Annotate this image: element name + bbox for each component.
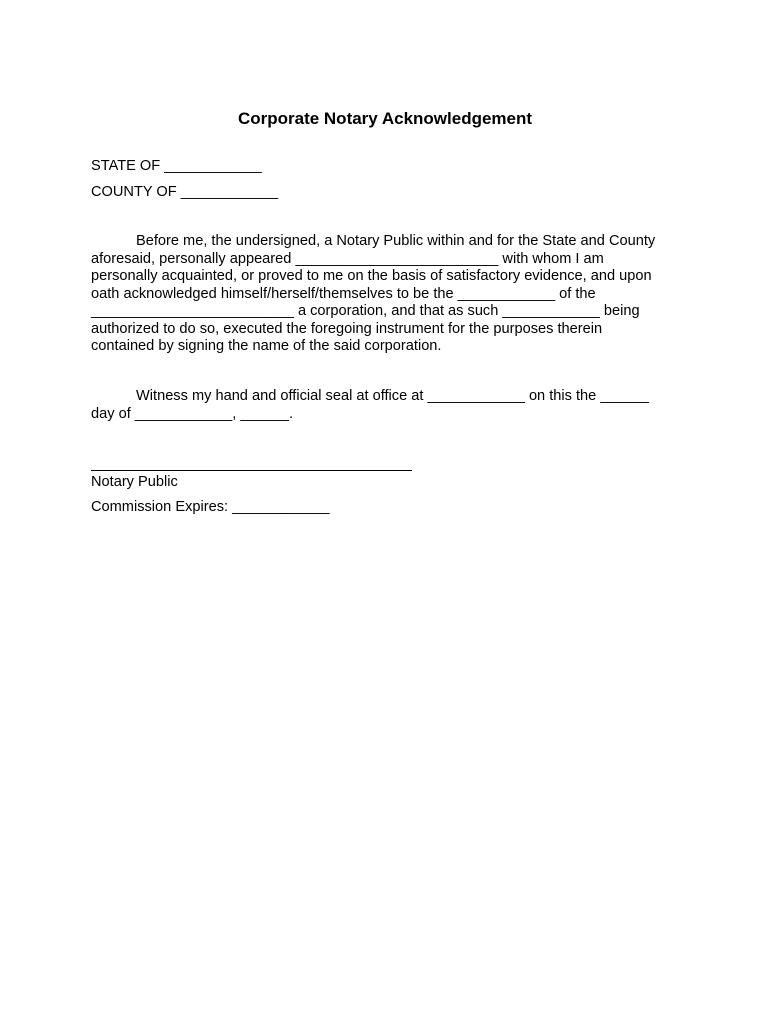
state-line: STATE OF ____________ — [91, 158, 262, 174]
paragraph-line: aforesaid, personally appeared _________________________ with whom I am — [91, 250, 604, 267]
paragraph-line: Before me, the undersigned, a Notary Public within and for the State and County — [136, 233, 656, 249]
paragraph-line: Witness my hand and official seal at office at ____________ on this the ______ — [136, 388, 650, 404]
paragraph-line: _________________________ a corporation, and that as such ____________ being — [91, 303, 640, 319]
paragraph-line: authorized to do so, executed the foregoing instrument for the purposes therein — [91, 320, 603, 337]
acknowledgement-paragraph — [91, 233, 681, 356]
commission-expires-line: Commission Expires: ____________ — [91, 499, 330, 515]
witness-paragraph — [91, 388, 681, 423]
paragraph-line: day of ____________, ______. — [91, 405, 294, 422]
paragraph-line: personally acquainted, or proved to me on the basis of satisfactory evidence, and upon — [91, 268, 652, 284]
paragraph-line: oath acknowledged himself/herself/themselves to be the ____________ of the — [91, 285, 596, 302]
document-title: Corporate Notary Acknowledgement — [237, 109, 533, 128]
signature-line — [91, 470, 412, 471]
notary-public-label: Notary Public — [91, 474, 178, 490]
county-line: COUNTY OF ____________ — [91, 184, 279, 200]
paragraph-line: contained by signing the name of the said corporation. — [91, 338, 442, 354]
